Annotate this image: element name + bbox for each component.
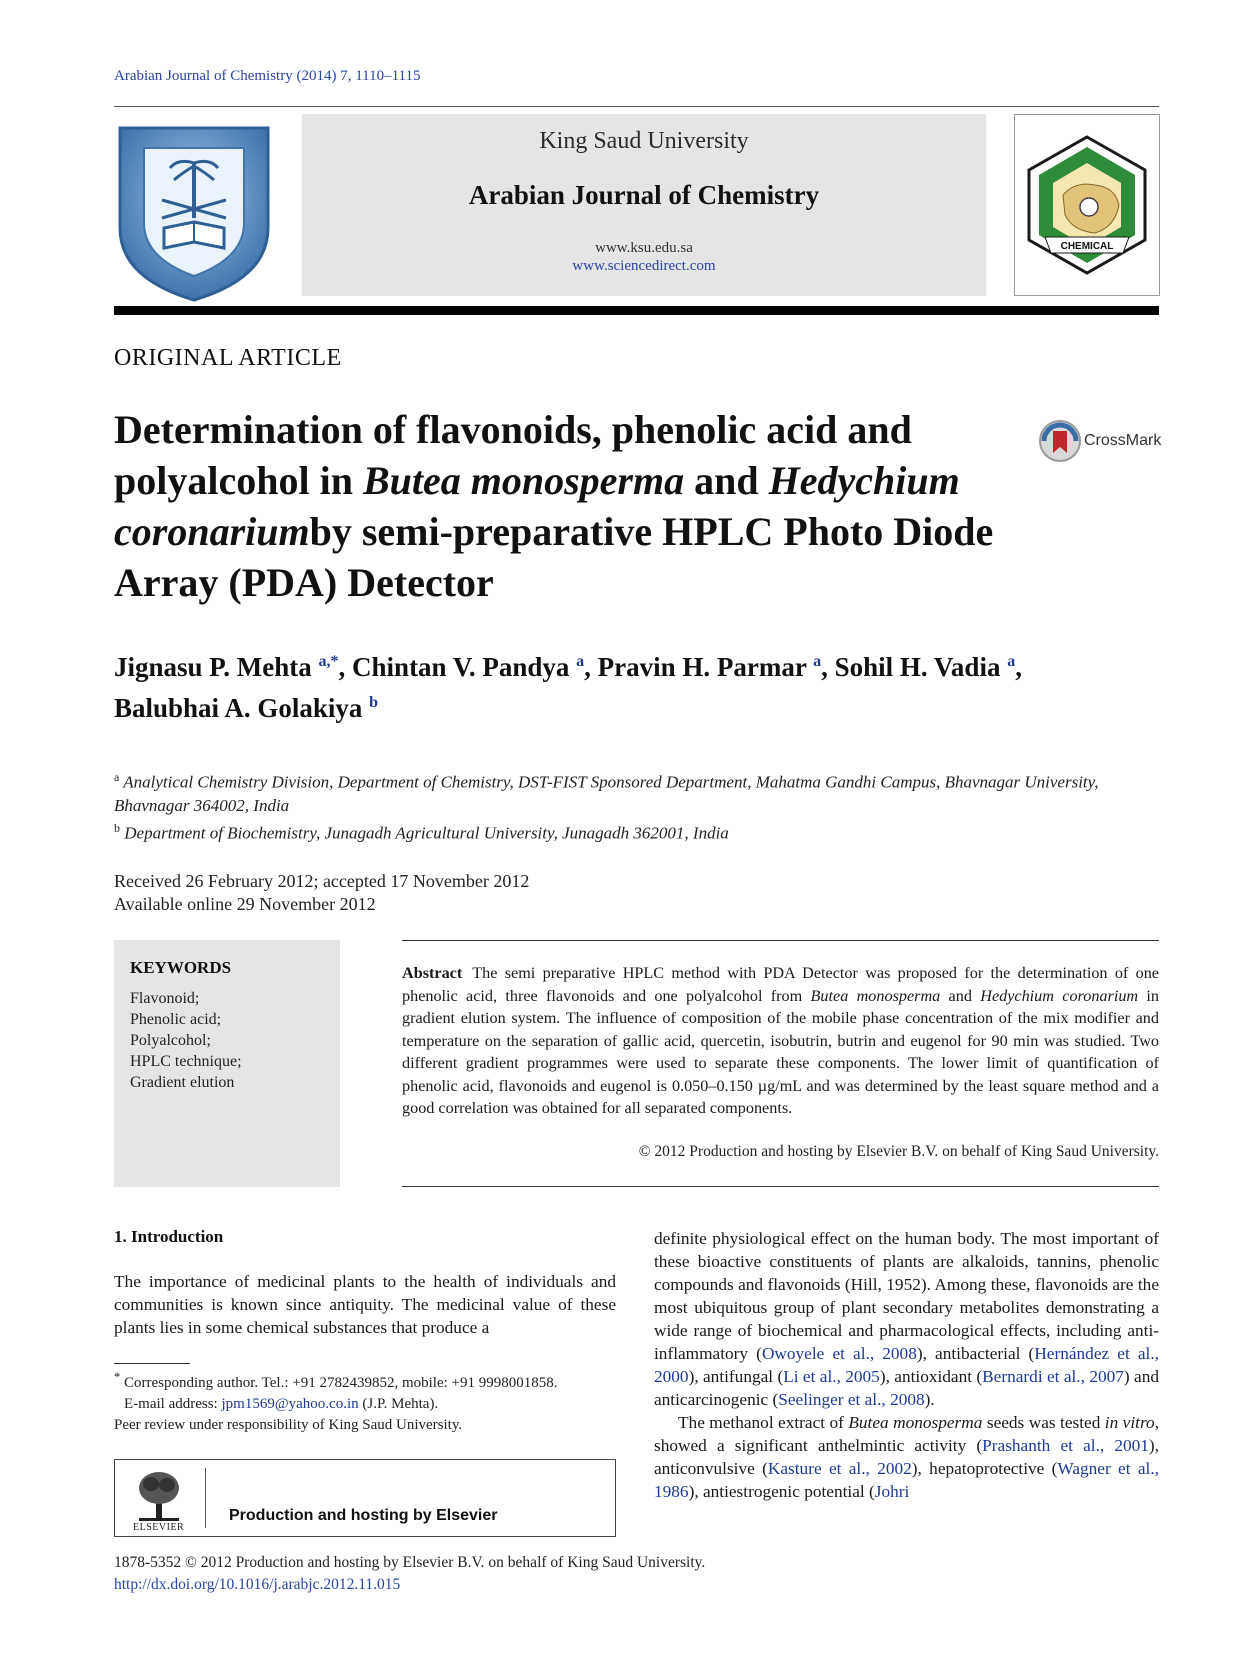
author-name: Balubhai A. Golakiya [114, 693, 363, 723]
reference-link[interactable]: Li et al., 2005 [783, 1367, 880, 1386]
author-affiliation-mark[interactable]: a [813, 653, 822, 670]
author-name: Chintan V. Pandya [352, 652, 570, 682]
affiliation-a [114, 766, 1164, 817]
elsevier-hosting-text: Production and hosting by Elsevier [229, 1507, 498, 1524]
article-title [114, 404, 1014, 608]
sciencedirect-url[interactable]: www.sciencedirect.com [572, 258, 716, 274]
keywords-box [114, 940, 340, 1187]
svg-text:CHEMICAL: CHEMICAL [1060, 241, 1114, 252]
abstract-label: Abstract [402, 964, 463, 982]
abstract-species: Hedychium coronarium [980, 986, 1139, 1005]
text-run: definite physiological effect on the human body. The most important of these bioactive constituents of plants are alkaloids, tannins, phenolic compounds and flavonoids (Hill, 1952). Among these, flavonoids are the most ubiquitous group of plant secondary metabolites demonstrating a wide range of biochemical and pharmacological effects, including anti-inflammatory ( [654, 1229, 1159, 1363]
reference-link[interactable]: Kasture et al., 2002 [767, 1459, 912, 1478]
text-run: ), antioxidant ( [879, 1367, 983, 1386]
reference-link[interactable]: Wagner et al., 1986 [654, 1459, 1159, 1501]
author-affiliation-mark[interactable]: a [576, 653, 585, 670]
ksu-url[interactable]: www.ksu.edu.sa [595, 240, 693, 256]
right-column-text [654, 1227, 1159, 1503]
keyword-item: Polyalcohol; [130, 1032, 211, 1049]
issn-copyright: 1878-5352 © 2012 Production and hosting by Elsevier B.V. on behalf of King Saud University. [114, 1554, 706, 1571]
title-species-2: Hedychium coronarium [114, 458, 960, 554]
introduction-paragraph: The importance of medicinal plants to the health of individuals and communities is known since antiquity. The medicinal value of these plants lies in some chemical substances that produce a [114, 1272, 616, 1337]
affiliation-mark: a [114, 770, 120, 784]
email-line [114, 1394, 616, 1415]
text-run: ), anticonvulsive ( [654, 1436, 1159, 1478]
footnote-rule [114, 1363, 190, 1364]
keywords-list [130, 988, 242, 1093]
article-dates [114, 870, 529, 916]
email-suffix: (J.P. Mehta). [358, 1396, 439, 1412]
reference-link[interactable]: Prashanth et al., 2001 [982, 1436, 1149, 1455]
text-run: ), antiestrogenic potential ( [688, 1482, 875, 1501]
peer-review-note: Peer review under responsibility of King Saud University. [114, 1417, 463, 1433]
abstract-copyright: © 2012 Production and hosting by Elsevier B.V. on behalf of King Saud University. [638, 1143, 1159, 1160]
text-run: ), hepatoprotective ( [911, 1459, 1058, 1478]
abstract-top-rule [402, 940, 1159, 941]
keyword-item: Gradient elution [130, 1074, 235, 1091]
email-label: E-mail address: [124, 1396, 222, 1412]
reference-link[interactable]: Owoyele et al., 2008 [761, 1344, 917, 1363]
online-date: Available online 29 November 2012 [114, 894, 376, 914]
header-rule [114, 106, 1159, 107]
elsevier-separator [205, 1468, 206, 1528]
reference-link[interactable]: Hernández et al., 2000 [654, 1344, 1159, 1386]
reference-link[interactable]: Bernardi et al., 2007 [982, 1367, 1124, 1386]
affiliation-text: Department of Biochemistry, Junagadh Agricultural University, Junagadh 362001, India [124, 823, 729, 843]
paragraph [654, 1411, 1159, 1503]
title-part-3: by semi-preparative HPLC Photo Diode Array (PDA) Detector [114, 509, 994, 605]
author-name: Sohil H. Vadia [834, 652, 1001, 682]
title-species-1: Butea monosperma [362, 458, 685, 503]
abstract-bottom-rule [402, 1186, 1159, 1187]
footnotes [114, 1367, 616, 1436]
author-affiliation-mark[interactable]: a [1007, 653, 1016, 670]
author-affiliation-mark[interactable]: b [369, 694, 378, 711]
text-run: ) and anticarcinogenic ( [654, 1367, 1159, 1409]
corresponding-author-note [114, 1367, 616, 1394]
article-type-label: ORIGINAL ARTICLE [114, 345, 342, 371]
text-run: ), antibacterial ( [916, 1344, 1035, 1363]
elsevier-caption: ELSEVIER [133, 1522, 185, 1533]
university-name: King Saud University [539, 128, 749, 154]
author-name: Jignasu P. Mehta [114, 652, 312, 682]
paragraph [654, 1227, 1159, 1411]
abstract-text: and [940, 986, 981, 1005]
keywords-heading: KEYWORDS [130, 958, 232, 977]
species-name: Butea monosperma [848, 1413, 983, 1432]
abstract-species: Butea monosperma [810, 986, 941, 1005]
reference-link[interactable]: Johri [874, 1482, 910, 1501]
affiliation-b [114, 817, 1164, 845]
text-run: ), antifungal ( [688, 1367, 784, 1386]
title-part-1: Determination of flavonoids, phenolic acid and polyalcohol in [114, 407, 912, 503]
elsevier-box [114, 1459, 616, 1537]
author-affiliation-mark[interactable]: a,* [318, 653, 339, 670]
elsevier-tree-logo [135, 1468, 183, 1528]
abstract-text: The semi preparative HPLC method with PDA Detector was proposed for the determination of one phenolic acid, three flavonoids and one polyalcohol from [402, 964, 1159, 1005]
journal-name: Arabian Journal of Chemistry [468, 180, 820, 210]
italic-term: in vitro [1104, 1413, 1155, 1432]
email-link[interactable]: jpm1569@yahoo.co.in [221, 1396, 359, 1412]
footnote-star: * [114, 1370, 121, 1384]
crossmark-label[interactable]: CrossMark [1084, 432, 1162, 449]
journal-citation[interactable]: Arabian Journal of Chemistry (2014) 7, 1110–1115 [114, 68, 421, 84]
author-name: Pravin H. Parmar [597, 652, 807, 682]
received-date: Received 26 February 2012; accepted 17 November 2012 [114, 871, 530, 891]
saudi-chemical-society-logo [1014, 114, 1160, 296]
reference-link[interactable]: Seelinger et al., 2008 [778, 1390, 925, 1409]
section-heading-introduction: 1. Introduction [114, 1227, 224, 1246]
text-run: ). [924, 1390, 935, 1409]
ksu-logo [112, 118, 276, 304]
keyword-item: Phenolic acid; [130, 1011, 222, 1028]
text-run: seeds was tested [982, 1413, 1105, 1432]
abstract [402, 962, 1159, 1120]
title-part-2: and [684, 458, 769, 503]
affiliations [114, 766, 1164, 844]
corresponding-text: Corresponding author. Tel.: +91 2782439852, mobile: +91 9998001858. [124, 1375, 558, 1391]
affiliation-text: Analytical Chemistry Division, Department of Chemistry, DST-FIST Sponsored Department, Mahatma Gandhi Campus, Bhavnagar University, Bhavnagar 364002, India [114, 772, 1099, 815]
keyword-item: Flavonoid; [130, 990, 200, 1007]
abstract-text: in gradient elution system. The influence of composition of the mobile phase concentration of the mix modifier and temperature on the separation of gallic acid, quercetin, isobutrin, butrin and eugenol for 90 min was studied. Two different gradient programmes were used to separate these components. The lower limit of quantification of phenolic acid, flavonoids and eugenol is 0.050–0.150 µg/mL and was determined by the least square method and a good correlation was obtained for all separated components. [402, 986, 1160, 1117]
doi-link[interactable]: http://dx.doi.org/10.1016/j.arabjc.2012.11.015 [114, 1576, 401, 1593]
text-run: The methanol extract of [678, 1413, 849, 1432]
keyword-item: HPLC technique; [130, 1053, 242, 1070]
author-list: Jignasu P. Mehta $^{a,*}$, Chintan V. Pandya $^a$, Pravin H. Parmar $^a$, Sohil H. Vadia $^a$, Balubhai A. Golakiya $^b$ [114, 652, 1022, 723]
text-run: , showed a significant anthelmintic activity ( [654, 1413, 1160, 1455]
header-thick-rule [114, 306, 1159, 315]
affiliation-mark: b [114, 820, 120, 835]
journal-banner [302, 114, 986, 296]
